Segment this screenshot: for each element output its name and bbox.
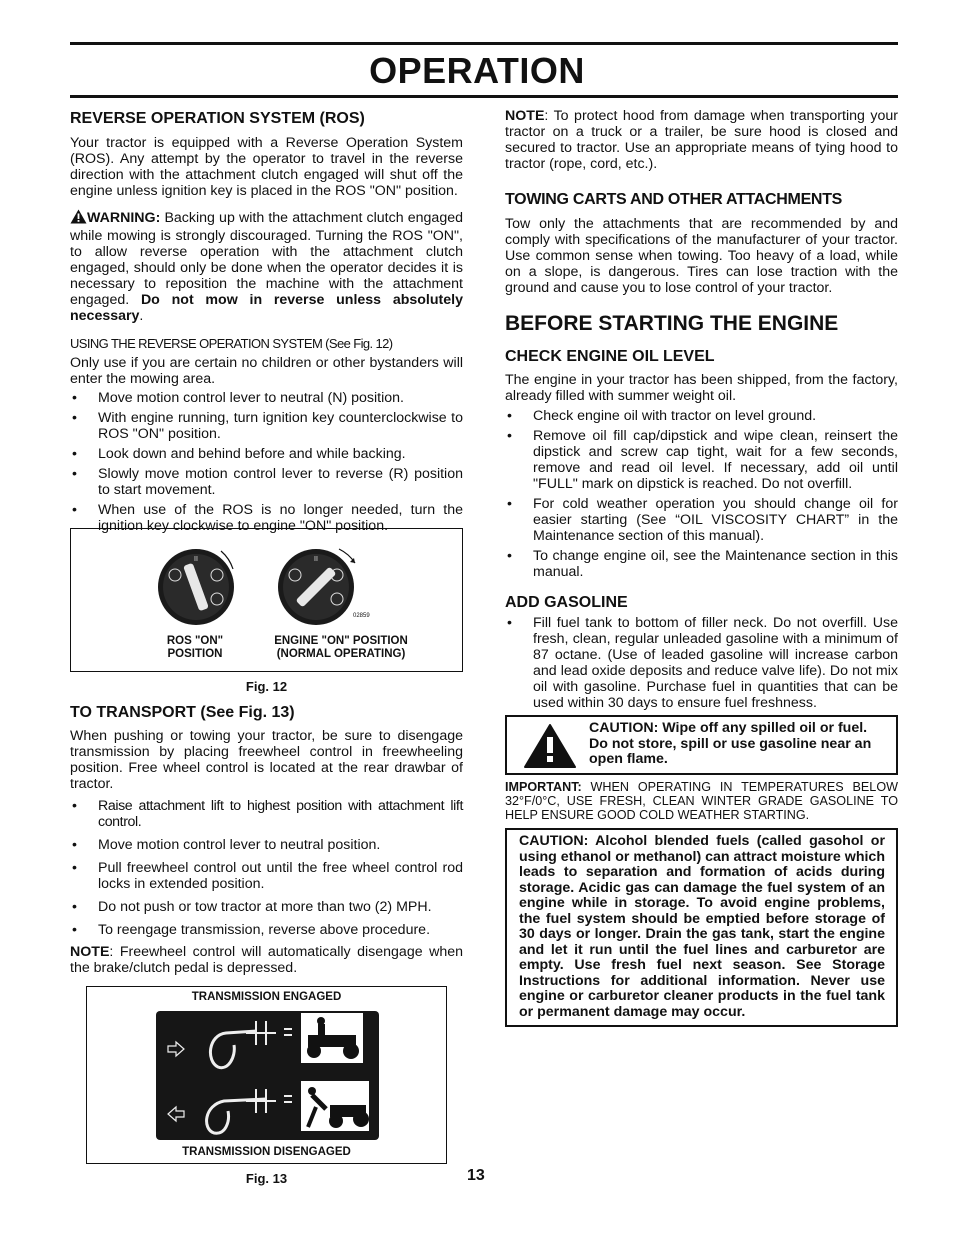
using-ros-intro: Only use if you are certain no children or other bystanders will enter the mowing area.	[70, 355, 463, 387]
list-item: • Look down and behind before and while backing.	[70, 446, 463, 462]
oil-intro: The engine in your tractor has been shipped, from the factory, already filled with summer weight oil.	[505, 372, 898, 404]
list-item: • To reengage transmission, reverse above procedure.	[70, 922, 463, 938]
top-rule	[70, 42, 898, 45]
title-underline	[70, 95, 898, 98]
transport-steps-list	[70, 798, 463, 938]
svg-text:II: II	[194, 556, 198, 563]
warning-paragraph	[70, 209, 463, 324]
list-item: • With engine running, turn ignition key counterclockwise to ROS "ON" position.	[70, 410, 463, 442]
ros-on-label: ROS "ON" POSITION	[166, 635, 224, 660]
note-text: : Freewheel control will automatically disengage when the brake/clutch pedal is depressed.	[70, 944, 463, 976]
gasoline-steps-list	[505, 615, 898, 711]
fig12-caption: Fig. 12	[245, 679, 288, 694]
list-item: • Fill fuel tank to bottom of filler neck. Do not overfill. Use fresh, clean, regular unleaded gasoline with a minimum of 87 octane. (Use of leaded gasoline will increase carbon and lead oxide deposits and reduce valve life). Do not mix oil with gasoline. Purchase fuel in quantities that can be used within 30 days to ensure fuel freshness.	[505, 615, 898, 711]
important-notice	[505, 780, 898, 822]
page-number: 13	[467, 1167, 485, 1184]
before-starting-heading: BEFORE STARTING THE ENGINE	[505, 312, 839, 335]
transport-section	[70, 704, 463, 976]
warning-end: .	[139, 308, 144, 324]
caution-text: CAUTION: Wipe off any spilled oil or fuel. Do not store, spill or use gasoline near an open flame.	[589, 720, 872, 767]
transmission-engaged-label: TRANSMISSION ENGAGED	[191, 991, 342, 1003]
list-item: • Remove oil fill cap/dipstick and wipe clean, reinsert the dipstick and screw cap tight, wait for a few seconds, remove and read oil level. If necessary, add oil until "FULL" mark on dipstick is reached. Do not overfill.	[505, 428, 898, 492]
list-item: • To change engine oil, see the Maintenance section in this manual.	[505, 548, 898, 580]
warning-icon	[70, 209, 87, 228]
transmission-panel	[156, 1011, 379, 1140]
caution-alcohol-text: CAUTION: Alcohol blended fuels (called gasohol or using ethanol or methanol) can attract moisture which leads to separation and formation of acids during storage. Acidic gas can damage the fuel system of an engine while in storage. To avoid engine problems, the fuel system should be emptied before storage of 30 days or longer. Drain the gas tank, start the engine and let it run until the fuel lines and carburetor are empty. Use fresh fuel next season. See Storage Instructions for additional information. Never use engine or carburetor cleaner products in the fuel tank or permanent damage may occur.	[519, 833, 885, 1020]
hood-note	[505, 108, 898, 172]
note-label: NOTE	[70, 944, 110, 960]
using-ros-heading: USING THE REVERSE OPERATION SYSTEM (See Fig. 12)	[70, 336, 393, 351]
transport-heading: TO TRANSPORT (See Fig. 13)	[70, 704, 295, 721]
note-text: : To protect hood from damage when transporting your tractor on a truck or a trailer, be sure hood is closed and secured to tractor. Use an appropriate means of tying hood to tractor (rope, cord, etc.).	[505, 108, 898, 172]
fig13-box	[86, 986, 447, 1164]
fig12-part-number: 02859	[353, 613, 370, 619]
list-item: • Raise attachment lift to highest position with attachment lift control.	[70, 798, 463, 830]
engine-on-label: ENGINE "ON" POSITION (NORMAL OPERATING)	[274, 635, 408, 660]
towing-text: Tow only the attachments that are recommended by and comply with specifications of the manufacturer of your tractor. Use common sense when towing. Too heavy of a load, while on a slope, is dangerous. Tires can lose traction with the ground and cause you to lose control of your tractor.	[505, 216, 898, 296]
caution-icon	[523, 723, 577, 774]
list-item: • Do not push or tow tractor at more than two (2) MPH.	[70, 899, 463, 915]
ros-intro: Your tractor is equipped with a Reverse Operation System (ROS). Any attempt by the operator to travel in the reverse direction with the attachment clutch engaged will shut off the engine unless ignition key is placed in the ROS "ON" position.	[70, 135, 463, 199]
list-item: • Slowly move motion control lever to reverse (R) position to start movement.	[70, 466, 463, 498]
list-item: • Pull freewheel control out until the free wheel control rod locks in extended position.	[70, 860, 463, 892]
left-column	[70, 110, 463, 534]
right-column	[505, 108, 898, 711]
freewheel-note	[70, 944, 463, 976]
ros-on-switch-illustration	[151, 539, 241, 634]
important-label: IMPORTANT:	[505, 780, 582, 794]
caution-box-alcohol-fuels	[505, 828, 898, 1027]
list-item: • For cold weather operation you should change oil for easier starting (See “OIL VISCOSITY CHART” in the Maintenance section of this manual).	[505, 496, 898, 544]
transport-intro: When pushing or towing your tractor, be sure to disengage transmission by placing freewheel control in freewheeling position. Free wheel control is located at the rear drawbar of tractor.	[70, 728, 463, 792]
note-label: NOTE	[505, 108, 545, 124]
warning-bold: Do not mow in reverse unless absolutely necessary	[70, 292, 463, 324]
list-item: • Move motion control lever to neutral position.	[70, 837, 463, 853]
list-item: • When use of the ROS is no longer needed, turn the ignition key clockwise to engine "ON" position.	[70, 502, 463, 534]
warning-label: WARNING:	[87, 210, 161, 226]
ros-steps-list	[70, 390, 463, 534]
list-item: • Move motion control lever to neutral (N) position.	[70, 390, 463, 406]
towing-heading: TOWING CARTS AND OTHER ATTACHMENTS	[505, 191, 843, 208]
fig12-box	[70, 528, 463, 672]
ros-heading: REVERSE OPERATION SYSTEM (ROS)	[70, 110, 365, 127]
transmission-disengaged-label: TRANSMISSION DISENGAGED	[182, 1146, 351, 1158]
page-title: OPERATION	[369, 50, 585, 91]
svg-text:II: II	[314, 556, 318, 563]
fig13-caption: Fig. 13	[245, 1171, 288, 1186]
list-item: • Check engine oil with tractor on level ground.	[505, 408, 898, 424]
oil-heading: CHECK ENGINE OIL LEVEL	[505, 348, 715, 365]
engine-on-switch-illustration	[271, 539, 361, 634]
warning-text: Backing up with the attachment clutch engaged while mowing is strongly discouraged. Turning the ROS "ON", to allow reverse operation with the attachment clutch engaged, should only be done when the operator decides it is necessary to reposition the machine with the attachment engaged.	[70, 210, 463, 308]
important-text: WHEN OPERATING IN TEMPERATURES BELOW 32°F/0°C, USE FRESH, CLEAN WINTER GRADE GASOLINE TO HELP ENSURE GOOD COLD WEATHER STARTING.	[505, 780, 898, 822]
caution-box-spill	[505, 715, 898, 775]
oil-steps-list	[505, 408, 898, 580]
gasoline-heading: ADD GASOLINE	[505, 594, 628, 611]
